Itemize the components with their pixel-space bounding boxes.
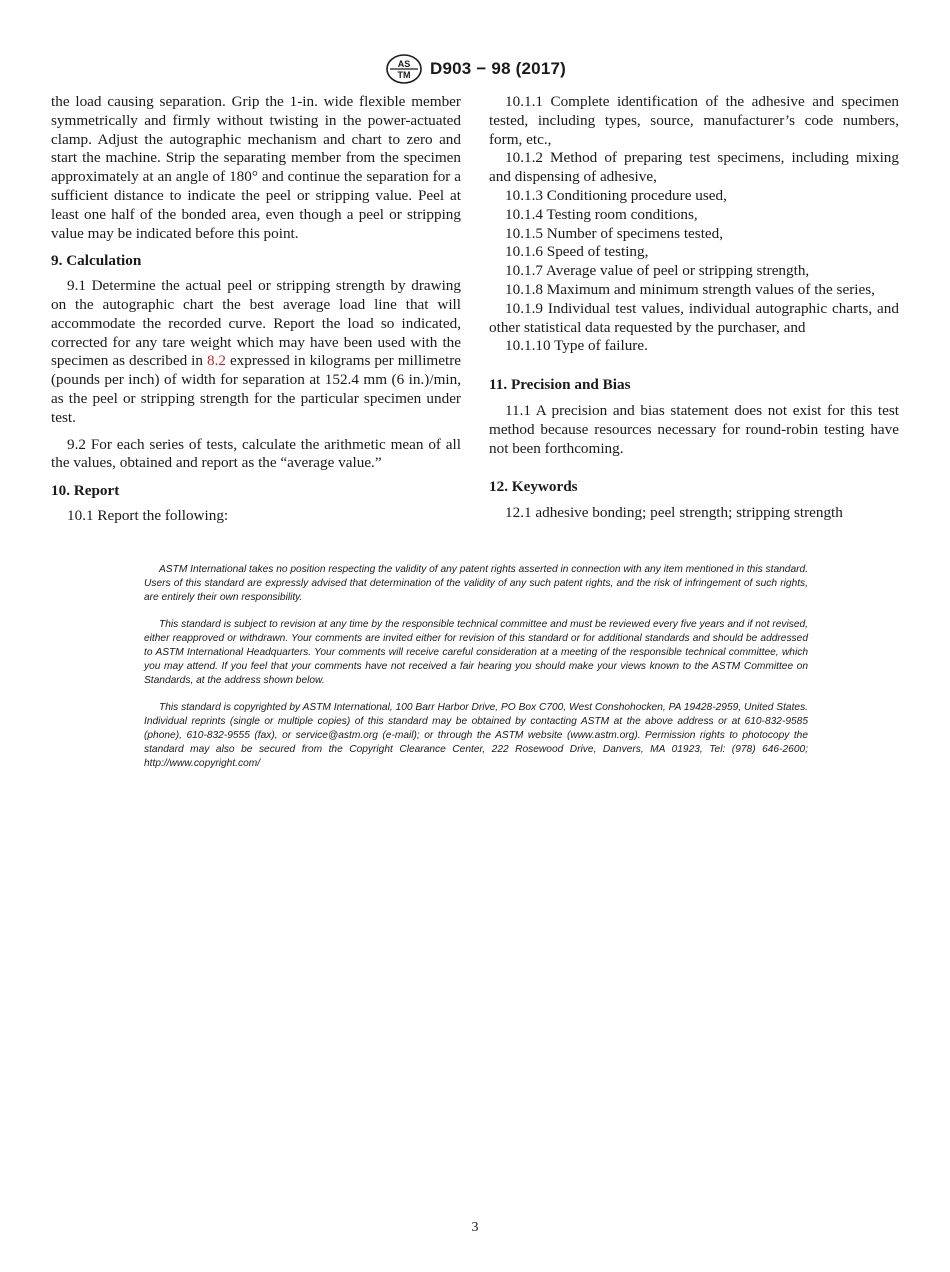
paragraph-11-1: 11.1 A precision and bias statement does not exist for this test method because resources necessary for round-robin testing have not been forthcoming. <box>489 401 899 457</box>
legal-notices <box>144 563 808 784</box>
report-item: 10.1.2 Method of preparing test specimens, including mixing and dispensing of adhesive, <box>489 149 899 186</box>
section-12-heading: 12. Keywords <box>489 478 578 496</box>
patent-notice: ASTM International takes no position respecting the validity of any patent rights asserted in connection with any item mentioned in this standard. Users of this standard are expressly advised that determination of the validity of any such patent rights, and the risk of infringement of such rights, are entirely their own responsibility. <box>144 564 808 603</box>
section-11-heading: 11. Precision and Bias <box>489 376 631 394</box>
svg-text:TM: TM <box>397 70 411 80</box>
svg-text:AS: AS <box>397 59 411 69</box>
report-item: 10.1.1 Complete identification of the adhesive and specimen tested, including types, source, manufacturer’s code numbers, form, etc., <box>489 93 899 148</box>
paragraph-9-1-text-b: expressed in kilograms per millimetre (pounds per inch) of width for separation at 152.4 mm (6 in.)/min, as the peel or stripping strength for the particular specimen under test. <box>51 352 461 426</box>
paragraph-10-1: 10.1 Report the following: <box>67 506 229 524</box>
paragraph-12-1: 12.1 adhesive bonding; peel strength; stripping strength <box>505 504 843 522</box>
standard-designation: D903 − 98 (2017) <box>430 59 566 78</box>
report-item: 10.1.5 Number of specimens tested, <box>505 224 724 242</box>
report-item: 10.1.6 Speed of testing, <box>505 243 649 261</box>
paragraph-9-1 <box>51 277 461 427</box>
copyright-notice: This standard is copyrighted by ASTM International, 100 Barr Harbor Drive, PO Box C700, West Conshohocken, PA 19428-2959, United States. Individual reprints (single or multiple copies) of this standard may be obtained by contacting ASTM at the above address or at 610-832-9585 (phone), 610-832-9555 (fax), or service@astm.org (e-mail); or through the ASTM website (www.astm.org). Permission rights to photocopy the standard may also be secured from the Copyright Clearance Center, 222 Rosewood Drive, Danvers, MA 01923, Tel: (978) 646-2600; http://www.copyright.com/ <box>144 702 808 769</box>
page-header <box>0 52 950 86</box>
section-10-heading: 10. Report <box>51 482 120 500</box>
left-column <box>51 93 461 526</box>
paragraph-9-1-text-a: 9.1 Determine the actual peel or stripping strength by drawing on the autographic chart the best average load line that will accommodate the recorded curve. Report the load so indicated, corrected for any tare weight which may have been used with the specimen as described in <box>51 277 461 370</box>
report-item: 10.1.8 Maximum and minimum strength values of the series, <box>505 280 875 298</box>
continued-paragraph: the load causing separation. Grip the 1-in. wide flexible member symmetrically and firmly without twisting in the power-actuated clamp. Adjust the autographic mechanism and chart to zero and start the machine. Strip the separating member from the specimen approximately at an angle of 180° and continue the separation for a sufficient distance to indicate the peel or stripping value. Peel at least one half of the bonded area, even though a peel or stripping value may be indicated before this point. <box>51 93 461 242</box>
section-8-2-link[interactable]: 8.2 <box>206 352 226 370</box>
right-column <box>489 93 899 523</box>
report-item: 10.1.4 Testing room conditions, <box>505 205 698 223</box>
page-number: 3 <box>471 1220 479 1235</box>
report-item: 10.1.10 Type of failure. <box>505 337 648 355</box>
report-item: 10.1.7 Average value of peel or stripping strength, <box>505 262 810 280</box>
section-9-heading: 9. Calculation <box>51 252 142 270</box>
revision-notice: This standard is subject to revision at any time by the responsible technical committee and must be reviewed every five years and if not revised, either reapproved or withdrawn. Your comments are invited either for revision of this standard or for additional standards and should be addressed to ASTM International Headquarters. Your comments will receive careful consideration at a meeting of the responsible technical committee, which you may attend. If you feel that your comments have not received a fair hearing you should make your views known to the ASTM Committee on Standards, at the address shown below. <box>144 619 808 686</box>
astm-logo-icon <box>384 53 424 85</box>
paragraph-9-2: 9.2 For each series of tests, calculate the arithmetic mean of all the values, obtained and report as the “average value.” <box>51 435 461 472</box>
report-item: 10.1.3 Conditioning procedure used, <box>505 186 727 204</box>
report-item: 10.1.9 Individual test values, individual autographic charts, and other statistical data requested by the purchaser, and <box>489 299 899 336</box>
